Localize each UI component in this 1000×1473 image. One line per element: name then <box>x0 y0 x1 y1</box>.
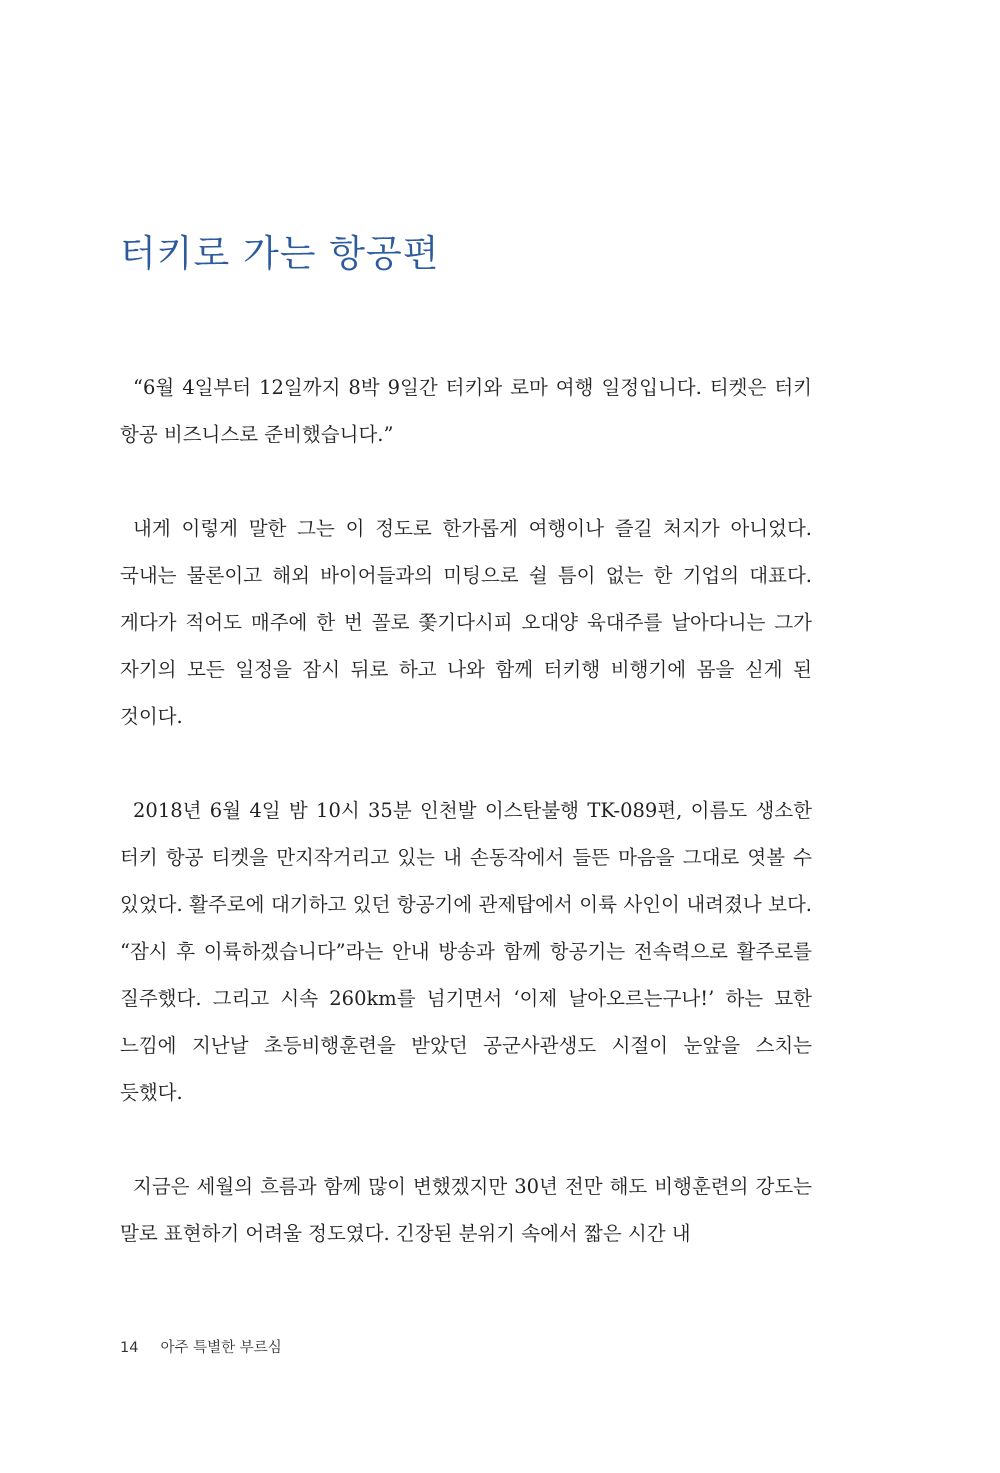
paragraph-3: 2018년 6월 4일 밤 10시 35분 인천발 이스탄불행 TK-089편, 이름도 생소한 터키 항공 티켓을 만지작거리고 있는 내 손동작에서 들뜬 마음을 그대로 엿볼 수 있었다. 활주로에 대기하고 있던 항공기에 관제탑에서 이륙 사인이 내려졌나 보다. “잠시 후 이륙하겠습니다”라는 안내 방송과 함께 항공기는 전속력으로 활주로를 질주했다. 그리고 시속 260km를 넘기면서 ‘이제 날아오르는구나!’ 하는 묘한 느낌에 지난날 초등비행훈련을 받았던 공군사관생도 시절이 눈앞을 스치는 듯했다. <box>120 799 812 1104</box>
paragraph-quote: “6월 4일부터 12일까지 8박 9일간 터키와 로마 여행 일정입니다. 티켓은 터키 항공 비즈니스로 준비했습니다.” <box>120 376 812 446</box>
page-number: 14 <box>120 1340 139 1356</box>
paragraph-4: 지금은 세월의 흐름과 함께 많이 변했겠지만 30년 전만 해도 비행훈련의 강도는 말로 표현하기 어려울 정도였다. 긴장된 분위기 속에서 짧은 시간 내 <box>120 1175 812 1245</box>
paragraph-2: 내게 이렇게 말한 그는 이 정도로 한가롭게 여행이나 즐길 처지가 아니었다. 국내는 물론이고 해외 바이어들과의 미팅으로 쉴 틈이 없는 한 기업의 대표다. 게다가 적어도 매주에 한 번 꼴로 쫓기다시피 오대양 육대주를 날아다니는 그가 자기의 모든 일정을 잠시 뒤로 하고 나와 함께 터키행 비행기에 몸을 싣게 된 것이다. <box>120 517 812 728</box>
page-footer <box>120 1336 282 1357</box>
chapter-title: 터키로 가는 항공편 <box>120 232 440 275</box>
body-text <box>120 364 812 1304</box>
running-book-title: 아주 특별한 부르심 <box>160 1340 282 1356</box>
